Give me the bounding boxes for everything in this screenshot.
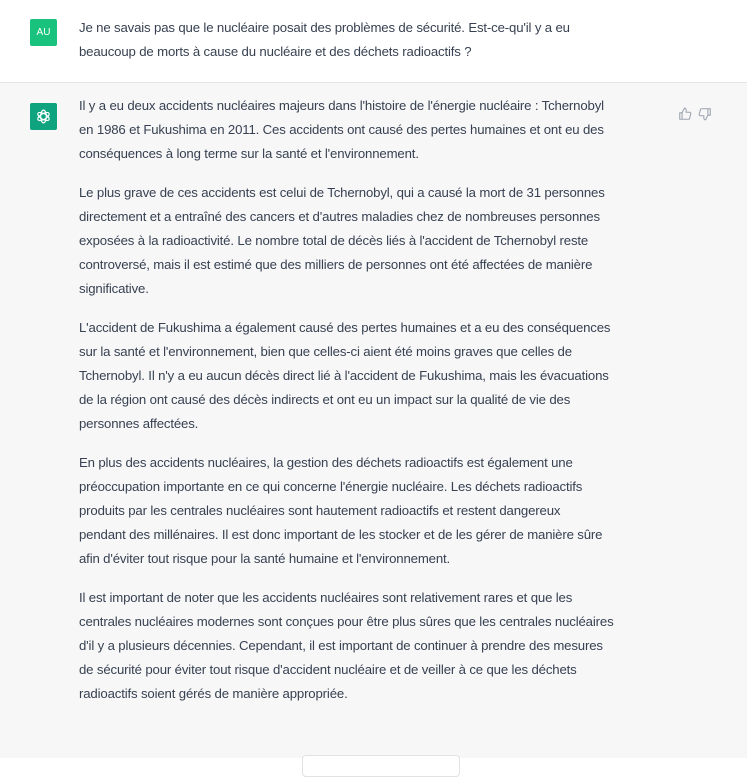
text-line: centrales nucléaires modernes sont conçues pour être plus sûres que les centrales nucléaires — [79, 614, 614, 629]
text-line: afin d'éviter tout risque pour la santé humaine et l'environnement. — [79, 551, 451, 566]
text-line: préoccupation importante en ce qui concerne l'énergie nucléaire. Les déchets radioactifs — [79, 479, 583, 494]
text-line: exposées à la radioactivité. Le nombre total de décès liés à l'accident de Tchernobyl reste — [79, 233, 589, 248]
paragraph — [79, 181, 679, 301]
thumbs-down-icon[interactable] — [698, 107, 712, 121]
text-line: d'il y a plusieurs décennies. Cependant, il est important de continuer à prendre des mesures — [79, 638, 603, 653]
paragraph — [79, 451, 679, 571]
text-line: Il y a eu deux accidents nucléaires majeurs dans l'histoire de l'énergie nucléaire : Tchernobyl — [79, 98, 604, 113]
text-line: radioactifs soient gérés de manière appropriée. — [79, 686, 348, 701]
text-line: sur la santé et l'environnement, bien que celles-ci aient été moins graves que celles de — [79, 344, 572, 359]
text-line: significative. — [79, 281, 149, 296]
text-line: pendant des millénaires. Il est donc important de les stocker et de les gérer de manière sûre — [79, 527, 603, 542]
text-line: produits par les centrales nucléaires sont hautement radioactifs et restent dangereux — [79, 503, 561, 518]
user-message — [0, 0, 747, 83]
text-line: Il est important de noter que les accidents nucléaires sont relativement rares et que les — [79, 590, 573, 605]
text-line: En plus des accidents nucléaires, la gestion des déchets radioactifs est également une — [79, 455, 573, 470]
text-line: L'accident de Fukushima a également causé des pertes humaines et a eu des conséquences — [79, 320, 611, 335]
text-line: directement et a entraîné des cancers et d'autres maladies chez de nombreuses personnes — [79, 209, 600, 224]
openai-logo-icon — [30, 103, 57, 130]
thumbs-up-icon[interactable] — [678, 107, 692, 121]
user-avatar: AU — [30, 19, 57, 46]
user-message-text — [79, 16, 679, 64]
text-line: de la région ont causé des décès indirects et ont eu un impact sur la qualité de vie des — [79, 392, 571, 407]
paragraph — [79, 586, 679, 706]
paragraph — [79, 94, 679, 166]
assistant-message — [0, 83, 747, 758]
text-line: controversé, mais il est estimé que des milliers de personnes ont été affectées de manière — [79, 257, 593, 272]
text-line: conséquences à long terme sur la santé et l'environnement. — [79, 146, 419, 161]
assistant-message-text — [79, 94, 679, 721]
text-line: Tchernobyl. Il n'y a eu aucun décès direct lié à l'accident de Fukushima, mais les évacuations — [79, 368, 609, 383]
text-line: Je ne savais pas que le nucléaire posait des problèmes de sécurité. Est-ce-qu'il y a eu — [79, 20, 570, 35]
text-line: beaucoup de morts à cause du nucléaire et des déchets radioactifs ? — [79, 44, 472, 59]
text-line: Le plus grave de ces accidents est celui de Tchernobyl, qui a causé la mort de 31 personnes — [79, 185, 605, 200]
regenerate-button[interactable] — [302, 755, 460, 777]
text-line: en 1986 et Fukushima en 2011. Ces accidents ont causé des pertes humaines et ont eu des — [79, 122, 604, 137]
feedback-actions — [678, 107, 712, 121]
paragraph — [79, 316, 679, 436]
text-line: personnes affectées. — [79, 416, 199, 431]
text-line: de sécurité pour éviter tout risque d'accident nucléaire et de veiller à ce que les déchets — [79, 662, 577, 677]
